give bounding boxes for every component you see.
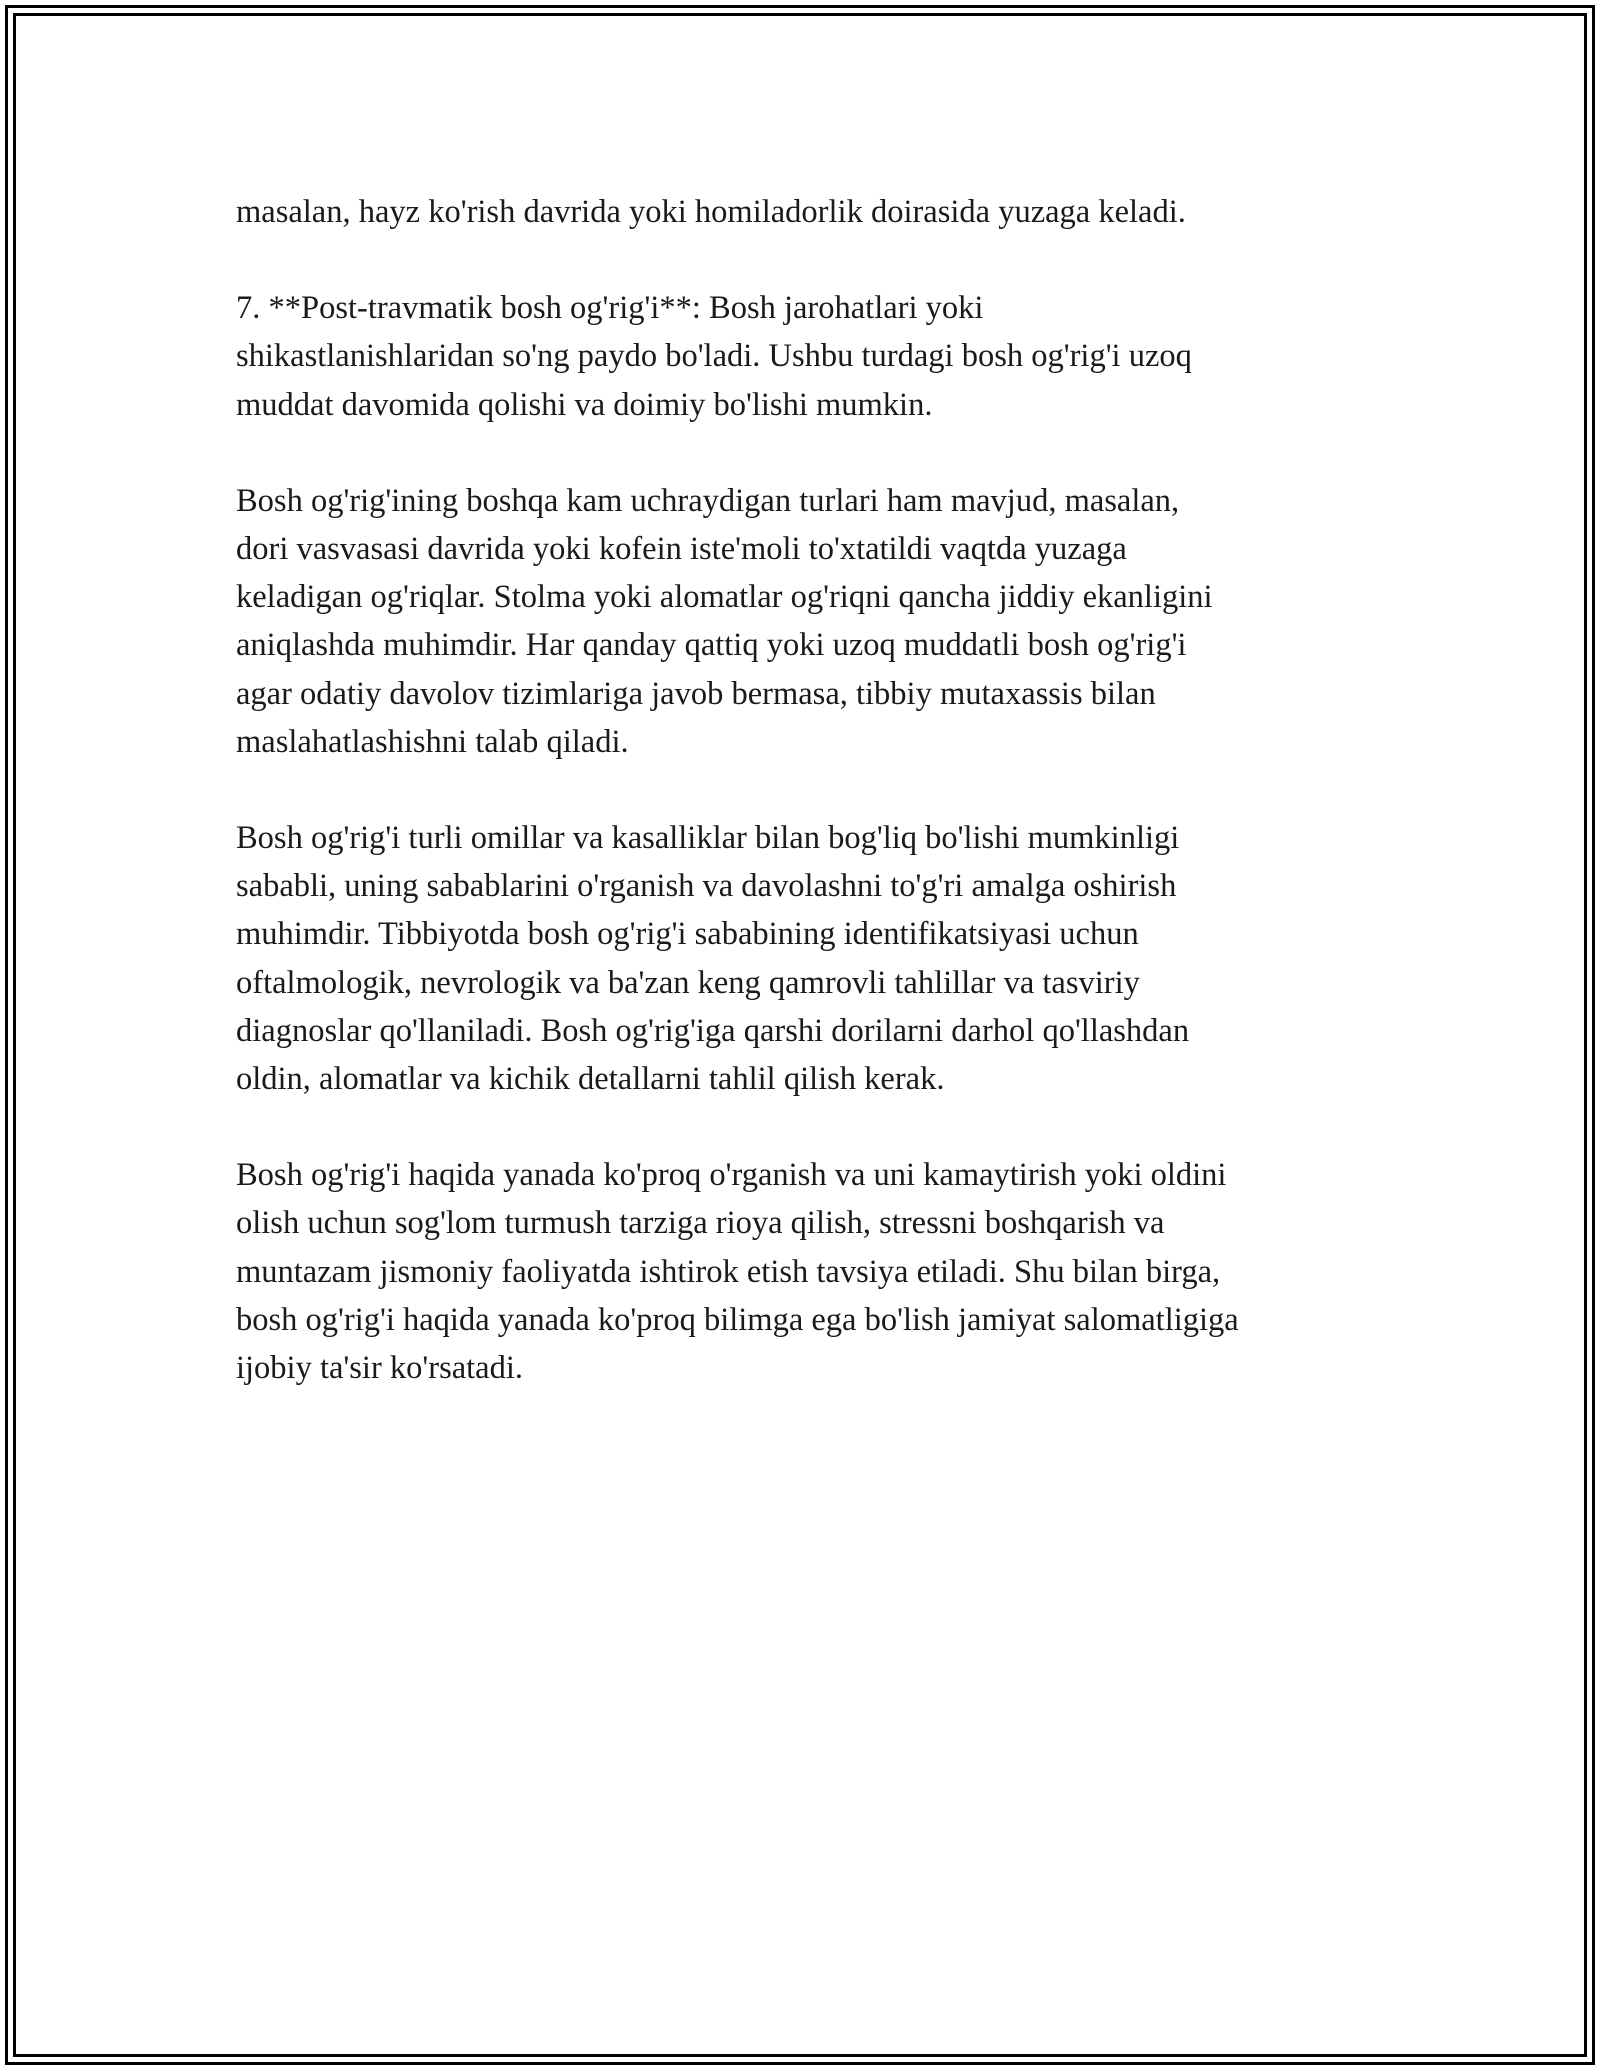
paragraph-rare-headache-types: Bosh og'rig'ining boshqa kam uchraydigan turlari ham mavjud, masalan, dori vasvasasi davrida yoki kofein iste'moli to'xtatildi vaqtda yuzaga keladigan og'riqlar. Stolma yoki alomatlar og'riqni qancha jiddiy ekanligini aniqlashda muhimdir. Har qanday qattiq yoki uzoq muddatli bosh og'rig'i agar odatiy davolov tizimlariga javob bermasa, tibbiy mutaxassis bilan maslahatlashishni talab qiladi. xyxy=(236,482,1213,760)
paragraph-prevention: Bosh og'rig'i haqida yanada ko'proq o'rganish va uni kamaytirish yoki oldini olish uchun sog'lom turmush tarziga rioya qilish, stressni boshqarish va muntazam jismoniy faoliyatda ishtirok etish tavsiya etiladi. Shu bilan birga, bosh og'rig'i haqida yanada ko'proq bilimga ega bo'lish jamiyat salomatligiga ijobiy ta'sir ko'rsatadi. xyxy=(236,1157,1239,1387)
paragraph-post-traumatic-headache: 7. **Post-travmatik bosh og'rig'i**: Bosh jarohatlari yoki shikastlanishlaridan so'ng paydo bo'ladi. Ushbu turdagi bosh og'rig'i uzoq muddat davomida qolishi va doimiy bo'lishi mumkin. xyxy=(236,290,1192,423)
document-body xyxy=(236,188,1376,1440)
paragraph-causes-and-diagnosis: Bosh og'rig'i turli omillar va kasalliklar bilan bog'liq bo'lishi mumkinligi sababli, uning sabablarini o'rganish va davolashni to'g'ri amalga oshirish muhimdir. Tibbiyotda bosh og'rig'i sababining identifikatsiyasi uchun oftalmologik, nevrologik va ba'zan keng qamrovli tahlillar va tasviriy diagnoslar qo'llaniladi. Bosh og'rig'iga qarshi dorilarni darhol qo'llashdan oldin, alomatlar va kichik detallarni tahlil qilish kerak. xyxy=(236,820,1190,1098)
paragraph-continuation: masalan, hayz ko'rish davrida yoki homiladorlik doirasida yuzaga keladi. xyxy=(236,194,1186,230)
